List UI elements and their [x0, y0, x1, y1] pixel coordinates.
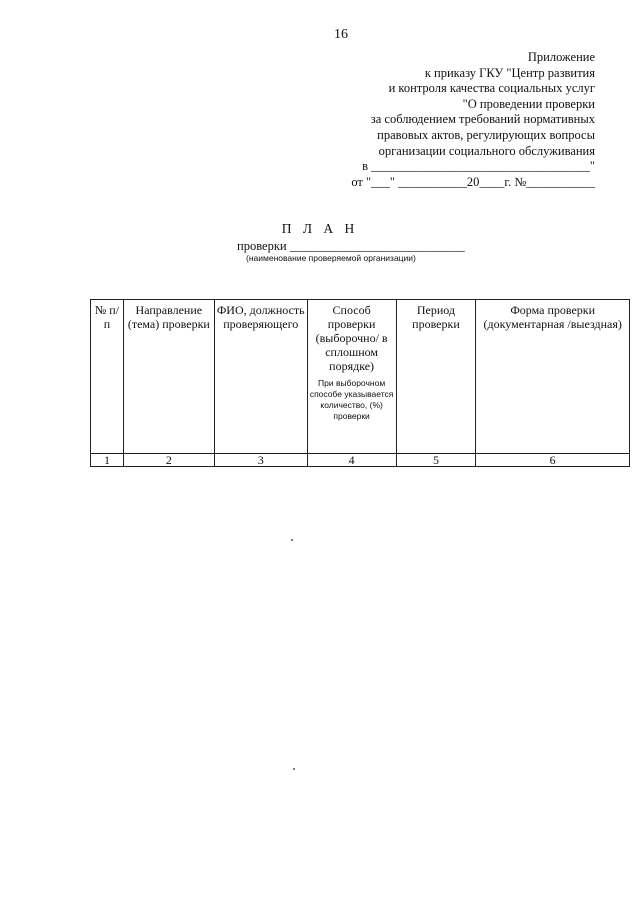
appendix-line: Приложение [527, 50, 595, 64]
column-number-cell: 3 [214, 454, 307, 467]
table-row [91, 454, 630, 467]
scan-speck [293, 768, 295, 770]
column-number-cell: 2 [123, 454, 214, 467]
column-number-cell: 5 [396, 454, 476, 467]
header-cell-method [307, 300, 396, 454]
page-number: 16 [334, 27, 348, 42]
header-cell-period: Период проверки [396, 300, 476, 454]
appendix-line: от "___" ___________20____г. №___________ [351, 174, 595, 189]
column-number-cell: 1 [91, 454, 124, 467]
appendix-line: правовых актов, регулирующих вопросы [377, 127, 595, 142]
header-cell-direction: Направление (тема) проверки [123, 300, 214, 454]
appendix-line: "О проведении проверки [462, 96, 595, 111]
plan-subject-note: (наименование проверяемой организации) [246, 253, 416, 263]
appendix-line: за соблюдением требований нормативных [370, 112, 595, 127]
header-method-note: При выборочном способе указывается количество, (%) проверки [309, 378, 394, 421]
header-cell-number: № п/п [91, 300, 124, 454]
appendix-line: организации социального обслуживания [378, 143, 595, 158]
appendix-line: и контроля качества социальных услуг [388, 81, 595, 96]
appendix-block [351, 50, 595, 190]
plan-table [90, 299, 630, 467]
header-method-label: Способ проверки (выборочно/ в сплошном порядке) [315, 303, 388, 373]
plan-title: П Л А Н [281, 221, 359, 236]
plan-subject-line: проверки ____________________________ [237, 239, 465, 253]
header-cell-form: Форма проверки (документарная /выездная) [476, 300, 630, 454]
column-number-cell: 4 [307, 454, 396, 467]
table-header-row [91, 300, 630, 454]
appendix-line: в ___________________________________" [362, 159, 595, 174]
appendix-line: к приказу ГКУ "Центр развития [424, 65, 595, 80]
header-cell-inspector: ФИО, должность проверяющего [214, 300, 307, 454]
column-number-cell: 6 [476, 454, 630, 467]
scan-speck [291, 539, 293, 541]
